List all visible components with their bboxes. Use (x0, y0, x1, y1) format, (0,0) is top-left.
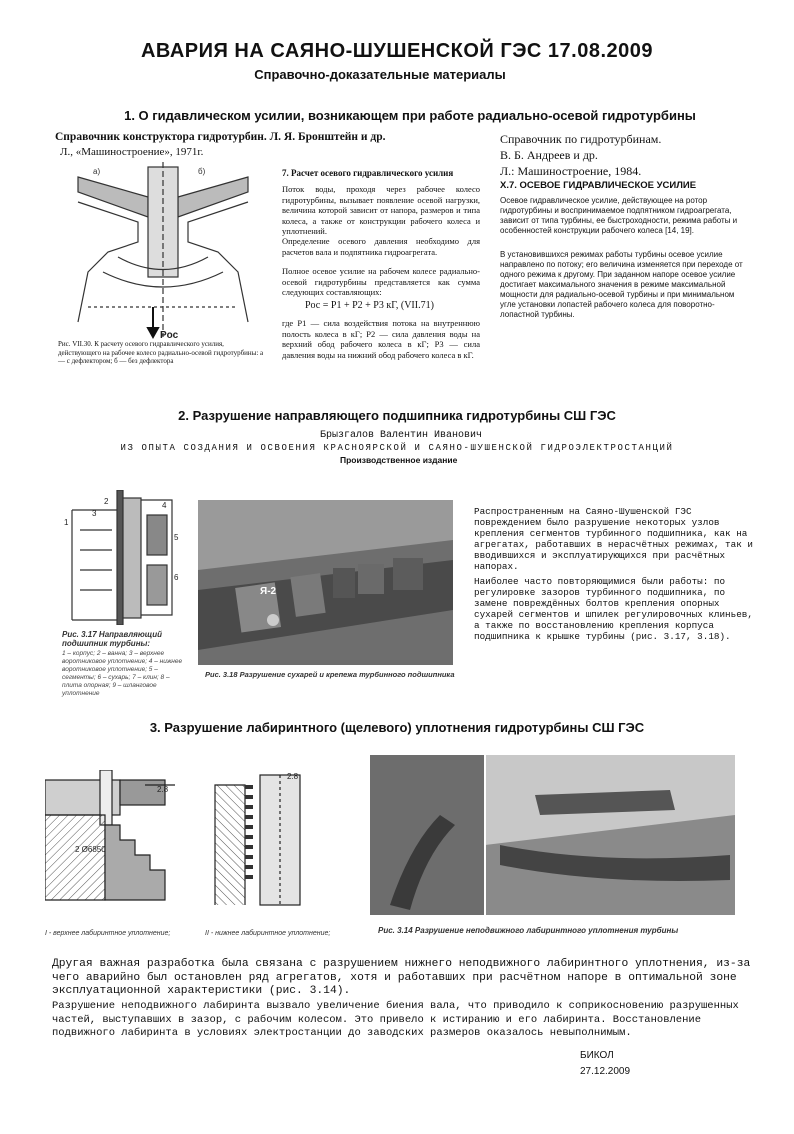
caption-upper-seal: I - верхнее лабиринтное уплотнение; (45, 930, 171, 937)
dim-diameter-label: 2 Ø6850 (75, 845, 106, 854)
book-author: Брызгалов Валентин Иванович (320, 430, 483, 441)
svg-text:б): б) (198, 167, 206, 176)
fig-vii30-caption: Рис. VII.30. К расчету осевого гидравлического усилия, действующего на рабочее колесо радиально-осевой гидротурбины: а — с дефлектором; б — без дефлектора (58, 340, 264, 365)
left-ref-para4: где P1 — сила воздействия потока на внутреннюю полость колеса в кГ; P2 — сила давления воды на верхний обод рабочего колеса в кГ; P3 — сила давления воды на нижний обод рабочего колеса в кГ. (282, 318, 480, 360)
svg-text:2: 2 (104, 497, 109, 506)
book-edition: Производственное издание (340, 455, 458, 465)
section3-heading: 3. Разрушение лабиринтного (щелевого) уплотнения гидротурбины СШ ГЭС (149, 720, 645, 735)
svg-text:5: 5 (174, 533, 179, 542)
svg-text:6: 6 (174, 573, 179, 582)
fig317-legend: 1 – корпус; 2 – ванна; 3 – верхнее воротниковое уплотнение; 4 – нижнее воротниковое уплотнение; 5 – сегменты; 6 – сухарь; 7 – клин; 8 – плита опорная; 9 – шланговое уплотнение (62, 650, 183, 697)
fig318-caption: Рис. 3.18 Разрушение сухарей и крепежа турбинного подшипника (205, 670, 455, 679)
signature-date: 27.12.2009 (580, 1066, 631, 1077)
section3-para2: Разрушение неподвижного лабиринта вызвало увеличение биения вала, что приводило к соприкосновению разрушенных частей, выступавших в зазор, с рабочим колесом. Это привело к истиранию и его лабиринта. Восстановление подвижного лабиринта в условиях электростанции до заводских размеров оказалось невыполнимым. (52, 1000, 739, 1039)
upper-labyrinth-seal-diagram (45, 770, 185, 910)
turbine-axial-force-diagram (58, 162, 268, 342)
svg-text:а): а) (93, 167, 101, 176)
svg-text:4: 4 (162, 501, 167, 510)
right-ref-para1: Осевое гидравлическое усилие, действующее на ротор гидротурбины и воспринимаемое подпятником гидроагрегата, зависит от типа турбины, ее быстроходности, режима работы и особенностей конструкции рабочего колеса [14, 19]. (500, 196, 738, 235)
lower-labyrinth-seal-diagram (205, 765, 325, 910)
dim-top-label-2: 2.8 (287, 772, 299, 781)
left-ref-para2: Определение осевого давления необходимо для расчетов вала и подпятника гидроагрегата. (282, 236, 480, 257)
guide-bearing-diagram (62, 490, 182, 625)
section2-para2: Наиболее часто повторяющимися были работы: по регулировке зазоров турбинного подшипника, по замене повреждённых болтов крепления опорных сухарей сегментов и шпилек регулировочных клиньев, а также по восстановлению крепления корпуса подшипника к крышке турбины (рис. 3.17, 3.18). (474, 576, 753, 642)
section3-para1: Другая важная разработка была связана с разрушением нижнего неподвижного лабиринтного уплотнения, из-за чего аварийно был остановлен ряд агрегатов, хотя и работавших при расчётном напоре в оптимальной зоне эксплуатационной характеристики (рис. 3.14). (52, 958, 751, 997)
dim-top-label-1: 2.8 (157, 785, 169, 794)
section2-para1: Распространенным на Саяно-Шушенской ГЭС повреждением было разрушение некоторых узлов крепления сегментов турбинного подшипника, как на агрегатах, работавших в нерасчётных режимах, так и вводившихся и эксплуатирующихся при расчётных напорах. (474, 506, 753, 572)
left-ref-para3: Полное осевое усилие на рабочем колесе радиально-осевой гидротурбины представляется как сумма следующих составляющих: (282, 266, 480, 297)
right-ref-section-title: X.7. ОСЕВОЕ ГИДРАВЛИЧЕСКОЕ УСИЛИЕ (500, 180, 697, 191)
photo-label: Я-2 (260, 586, 277, 597)
signature: БИКОЛ (580, 1050, 614, 1061)
formula-vii71: Pос = P1 + P2 + P3 кГ, (VII.71) (305, 300, 434, 311)
svg-text:Pос: Pос (160, 330, 179, 341)
svg-text:1: 1 (64, 518, 69, 527)
section2-heading: 2. Разрушение направляющего подшипника гидротурбины СШ ГЭС (178, 408, 616, 423)
document-subtitle: Справочно-доказательные материалы (254, 67, 506, 82)
book-title: ИЗ ОПЫТА СОЗДАНИЯ И ОСВОЕНИЯ КРАСНОЯРСКОЙ И САЯНО-ШУШЕНСКОЙ ГИДРОЭЛЕКТРОСТАНЦИЙ (120, 443, 674, 453)
right-ref-line1: Справочник по гидротурбинам. (500, 132, 662, 146)
fig314-photo (370, 755, 735, 915)
fig318-photo (198, 500, 453, 665)
right-ref-line3: Л.: Машиностроение, 1984. (500, 164, 642, 178)
left-ref-para1: Поток воды, проходя через рабочее колесо гидротурбины, вызывает появление осевой нагрузки, величина которой зависит от напора, размеров и типа колеса, а также от конструкции рабочего колеса и уплотнений. (282, 184, 480, 236)
fig317-title: Рис. 3.17 Направляющий подшипник турбины: (62, 630, 163, 648)
document-title: АВАРИЯ НА САЯНО-ШУШЕНСКОЙ ГЭС 17.08.2009 (140, 40, 654, 62)
left-ref-line1: Справочник конструктора гидротурбин. Л. Я. Бронштейн и др. (55, 131, 386, 143)
section1-heading: 1. О гидавлическом усилии, возникающем при работе радиально-осевой гидротурбины (124, 108, 696, 123)
left-ref-line2: Л., «Машиностроение», 1971г. (60, 146, 204, 158)
svg-text:3: 3 (92, 509, 97, 518)
fig314-caption: Рис. 3.14 Разрушение неподвижного лабиринтного уплотнения турбины (378, 926, 679, 935)
right-ref-line2: В. Б. Андреев и др. (500, 148, 598, 162)
right-ref-para2: В установившихся режимах работы турбины осевое усилие направлено по потоку; его величина изменяется при переходе от одного режима к другому. При заданном напоре осевое усилие достигает максимального значения в режиме максимальной мощности для радиально-осевой турбины и при минимальном угле установки лопастей рабочего колеса для поворотно-лопастной турбины. (500, 250, 743, 319)
caption-lower-seal: II - нижнее лабиринтное уплотнение; (205, 930, 331, 937)
left-ref-section-title: 7. Расчет осевого гидравлического усилия (282, 168, 454, 178)
